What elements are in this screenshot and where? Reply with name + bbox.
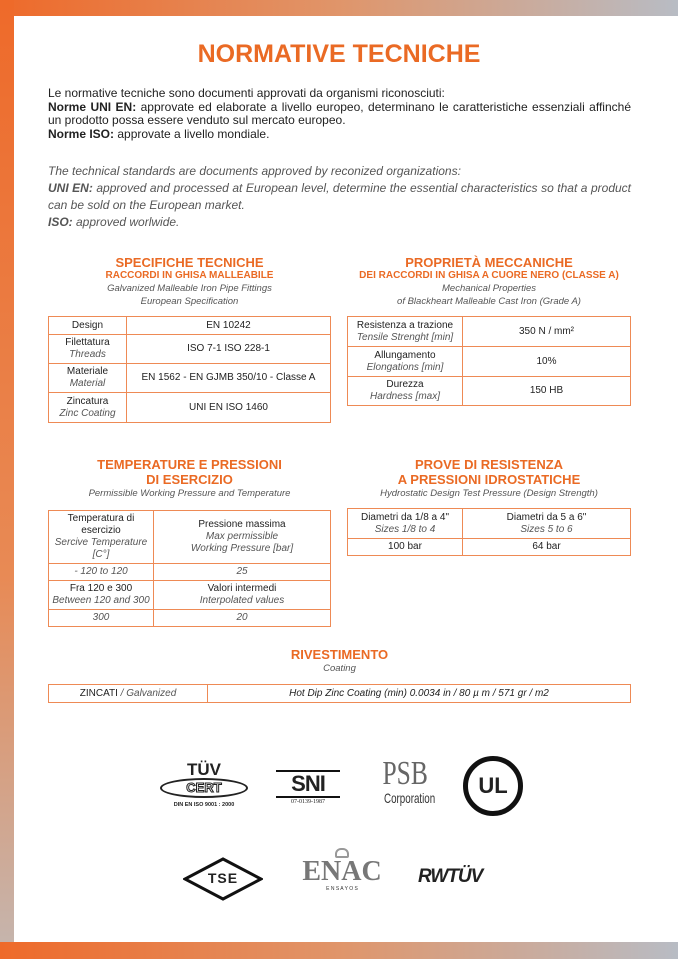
subheading: RACCORDI IN GHISA MALLEABILE [105, 270, 274, 281]
table-row [49, 581, 331, 610]
logo-text: E N S A Y O S [326, 886, 358, 892]
subheading: DEI RACCORDI IN GHISA A CUORE NERO (CLASSE A) [359, 270, 619, 281]
tuv-cert-logo [158, 762, 250, 822]
table-row [49, 364, 331, 393]
uni-text: approvate ed elaborate a livello europeo, determinano le caratteristiche essenziali affinché un prodotto possa essere venduto sul mercato europeo. [48, 99, 631, 127]
uni-label: UNI EN: [48, 181, 93, 195]
cell: Pressione massima [198, 519, 286, 530]
ul-logo: UL [463, 756, 523, 816]
subtitle: Permissible Working Pressure and Temperature [88, 488, 291, 499]
subtitle: Hydrostatic Design Test Pressure (Design Strength) [380, 488, 598, 499]
cell: Threads [69, 349, 106, 360]
mech-heading [347, 255, 631, 308]
iso-label: ISO: [48, 215, 73, 229]
cell: Design [71, 319, 104, 331]
cell: Sizes 1/8 to 4 [374, 523, 436, 535]
table-row [49, 610, 331, 627]
enac-logo [300, 848, 384, 892]
heading: TEMPERATURE E PRESSIONI [97, 457, 282, 472]
separator: / [117, 687, 127, 699]
table-row [49, 317, 331, 335]
cell: 350 N / mm² [463, 317, 631, 347]
logo-text: TSE [207, 870, 239, 886]
spec-table [48, 316, 331, 423]
subtitle: European Specification [140, 296, 239, 307]
cell: Zincatura [66, 395, 109, 407]
left-band [0, 0, 14, 959]
heading: SPECIFICHE TECNICHE [115, 255, 264, 270]
subtitle: Coating [323, 663, 356, 674]
subtitle: Galvanized Malleable Iron Pipe Fittings [107, 283, 272, 294]
heading: DI ESERCIZIO [146, 472, 233, 487]
tse-logo [183, 857, 263, 901]
cell: Working Pressure [bar] [190, 543, 294, 554]
cell: Allungamento [374, 349, 436, 361]
logo-text: PSB [382, 755, 428, 792]
table-row [348, 377, 631, 406]
rwtuv-logo: RWTÜV [418, 866, 483, 887]
cell: ISO 7-1 ISO 228-1 [127, 335, 331, 364]
cell: Resistenza a trazione [356, 319, 454, 331]
iso-label: Norme ISO: [48, 126, 115, 141]
cell: 100 bar [348, 539, 463, 556]
cell: Interpolated values [199, 595, 285, 606]
cell: Hot Dip Zinc Coating (min) 0.0034 in / 80 µ m / 571 gr / m2 [289, 687, 549, 699]
hydro-heading [347, 457, 631, 500]
table-row [348, 539, 631, 556]
table-row [49, 685, 631, 703]
top-band [0, 0, 678, 16]
intro-iso [48, 128, 631, 142]
cell: EN 1562 - EN GJMB 350/10 - Classe A [127, 364, 331, 393]
iso-text: approved worlwide. [72, 215, 180, 229]
sni-logo [276, 770, 340, 805]
cell: Durezza [386, 379, 424, 390]
cell: Materiale [66, 366, 109, 377]
heading: PROPRIETÀ MECCANICHE [405, 255, 573, 270]
coating-table [48, 684, 631, 703]
cell: Diametri da 5 a 6" [506, 511, 587, 523]
cell: Material [69, 378, 106, 389]
table-row [49, 564, 331, 581]
subtitle: Mechanical Properties [442, 283, 536, 294]
cell: 20 [236, 612, 248, 623]
cell: EN 10242 [127, 317, 331, 335]
cell: Tensile Strenght [min] [356, 331, 454, 343]
cell: 300 [92, 612, 110, 623]
cell: Elongations [min] [366, 361, 444, 373]
iso-text: approvate a livello mondiale. [114, 126, 270, 141]
table-row [49, 511, 331, 564]
cell: Zinc Coating [59, 407, 116, 419]
temp-heading [48, 457, 331, 500]
psb-logo [375, 757, 435, 805]
spec-heading [48, 255, 331, 308]
uni-label: Norme UNI EN: [48, 99, 137, 114]
intro-uni [48, 101, 631, 128]
logo-text: 07-0139-1987 [291, 799, 325, 805]
cell: UNI EN ISO 1460 [127, 393, 331, 423]
subtitle: of Blackheart Malleable Cast Iron (Grade A) [397, 296, 581, 307]
cell: Diametri da 1/8 a 4" [360, 511, 450, 523]
cell: Hardness [max] [369, 391, 441, 402]
temp-table [48, 510, 331, 627]
cell: Sizes 5 to 6 [520, 523, 573, 535]
intro-uni [48, 180, 631, 214]
logo-text: ENAC [302, 856, 382, 887]
heading: RIVESTIMENTO [290, 647, 389, 662]
cell: Filettatura [65, 337, 110, 348]
cell: ZINCATI [79, 687, 118, 699]
cell: Valori intermedi [207, 583, 277, 594]
uni-text: approved and processed at European level, determine the essential characteristics so that a product can be sold on the European market. [48, 181, 631, 212]
intro-line: Le normative tecniche sono documenti approvati da organismi riconosciuti: [48, 86, 445, 100]
hydro-table [347, 508, 631, 556]
cell: 25 [236, 566, 248, 577]
table-row [348, 347, 631, 377]
coating-heading [48, 647, 631, 675]
table-row [49, 393, 331, 423]
table-row [49, 335, 331, 364]
logo-text: DIN EN ISO 9001 : 2000 [173, 802, 235, 808]
intro-iso [48, 214, 631, 231]
cell: - 120 to 120 [74, 566, 128, 577]
page-title: NORMATIVE TECNICHE [197, 40, 481, 68]
mech-table [347, 316, 631, 406]
logo-text: TÜV [187, 760, 221, 779]
cell: Fra 120 e 300 [69, 583, 133, 594]
cell: 10% [463, 347, 631, 377]
logo-text: CERT [160, 778, 248, 798]
heading: PROVE DI RESISTENZA [414, 457, 564, 472]
cell: 64 bar [463, 539, 631, 556]
intro-line: The technical standards are documents approved by reconized organizations: [48, 164, 461, 178]
heading: A PRESSIONI IDROSTATICHE [397, 472, 581, 487]
cell: Temperatura di esercizio [67, 513, 135, 536]
table-row [348, 509, 631, 539]
cell: Between 120 and 300 [52, 595, 150, 606]
intro-italian [48, 87, 631, 141]
cell: Galvanized [126, 687, 177, 699]
cell: Sercive Temperature [C°] [54, 537, 148, 560]
cell: Max permissible [205, 531, 279, 542]
bottom-band [0, 942, 678, 959]
table-row [348, 317, 631, 347]
logo-text: Corporation [384, 790, 436, 806]
cell: 150 HB [463, 377, 631, 406]
intro-english [48, 163, 631, 231]
logo-text: SNI [276, 770, 340, 798]
